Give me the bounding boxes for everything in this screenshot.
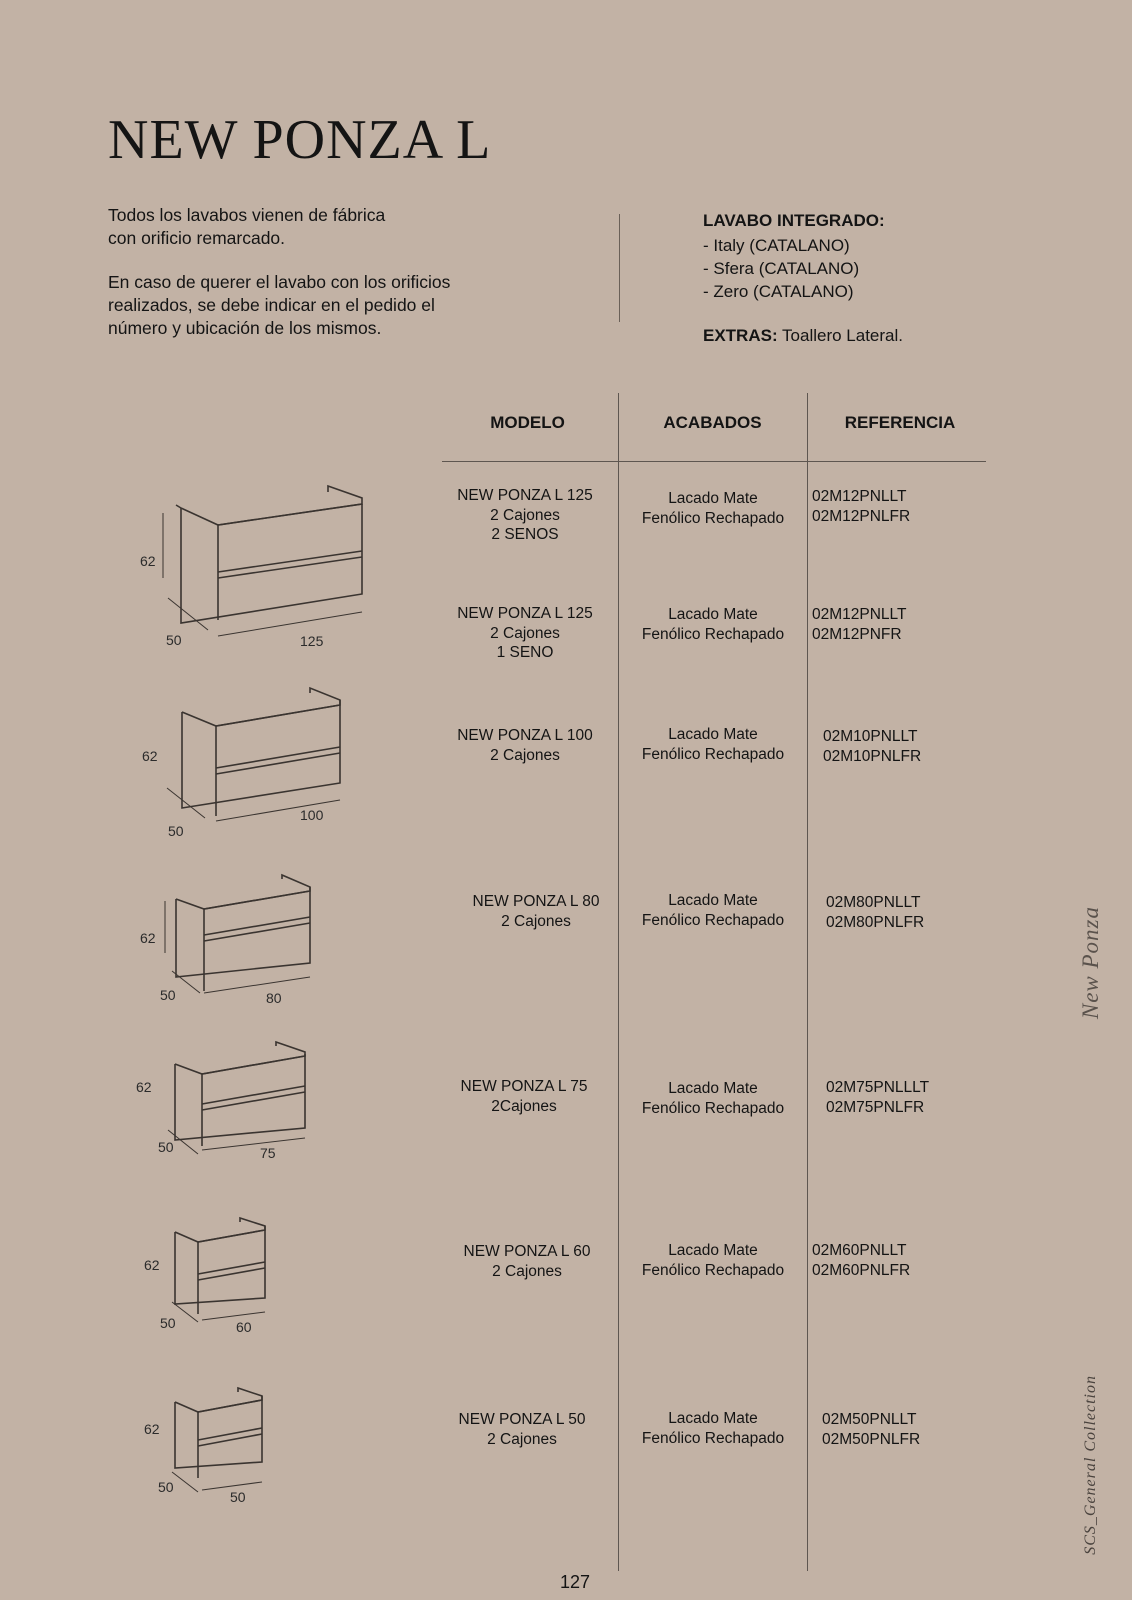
- height-label: 62: [144, 1421, 160, 1437]
- row-referencia: 02M60PNLLT 02M60PNLFR: [812, 1242, 911, 1279]
- column-header-referencia: REFERENCIA: [844, 413, 956, 432]
- row-acabados: Lacado Mate Fenólico Rechapado: [641, 1410, 785, 1447]
- depth-label: 50: [168, 823, 184, 839]
- lavabo-list: [703, 234, 859, 303]
- cabinet-sketch: [130, 1218, 290, 1338]
- row-acabados: Lacado Mate Fenólico Rechapado: [641, 892, 785, 929]
- row-acabados: Lacado Mate Fenólico Rechapado: [641, 1242, 785, 1279]
- row-acabados: Lacado Mate Fenólico Rechapado: [641, 606, 785, 643]
- page-number: 127: [560, 1572, 591, 1592]
- extras-value: Toallero Lateral.: [777, 326, 903, 345]
- extras-label: EXTRAS:: [703, 326, 778, 345]
- depth-label: 50: [158, 1139, 174, 1155]
- lavabo-item: - Sfera (CATALANO): [703, 259, 860, 278]
- width-label: 75: [260, 1145, 276, 1161]
- row-modelo: NEW PONZA L 60 2 Cajones: [463, 1243, 591, 1280]
- row-referencia: 02M75PNLLLT 02M75PNLFR: [826, 1079, 930, 1116]
- collection-label: SCS_General Collection: [1082, 1375, 1099, 1555]
- row-referencia: 02M10PNLLT 02M10PNLFR: [823, 728, 922, 765]
- width-label: 60: [236, 1319, 252, 1335]
- height-label: 62: [140, 930, 156, 946]
- column-header-modelo: MODELO: [490, 413, 565, 432]
- width-label: 50: [230, 1489, 246, 1505]
- width-label: 125: [300, 633, 324, 649]
- height-label: 62: [144, 1257, 160, 1273]
- width-label: 100: [300, 807, 324, 823]
- depth-label: 50: [166, 632, 182, 648]
- height-label: 62: [142, 748, 158, 764]
- cabinet-sketch: [130, 873, 330, 1013]
- page-title: NEW PONZA L: [108, 109, 492, 171]
- row-acabados: Lacado Mate Fenólico Rechapado: [641, 490, 785, 527]
- row-referencia: 02M80PNLLT 02M80PNLFR: [826, 894, 925, 931]
- row-referencia: 02M12PNLLT 02M12PNFR: [812, 606, 907, 643]
- depth-label: 50: [160, 987, 176, 1003]
- info-divider: [619, 214, 620, 322]
- row-modelo: NEW PONZA L 50 2 Cajones: [458, 1411, 586, 1448]
- extras-line: [703, 324, 903, 347]
- depth-label: 50: [158, 1479, 174, 1495]
- column-header-acabados: ACABADOS: [663, 413, 762, 432]
- row-referencia: 02M12PNLLT 02M12PNLFR: [812, 488, 911, 525]
- lavabo-item: - Italy (CATALANO): [703, 236, 850, 255]
- row-acabados: Lacado Mate Fenólico Rechapado: [641, 1080, 785, 1117]
- lavabo-item: - Zero (CATALANO): [703, 282, 854, 301]
- column-divider: [807, 393, 808, 1571]
- intro-paragraph-1: Todos los lavabos vienen de fábrica con orificio remarcado.: [108, 205, 386, 248]
- intro-paragraph-2: En caso de querer el lavabo con los orificios realizados, se debe indicar en el pedido el número y ubicación de los mismos.: [108, 272, 451, 338]
- row-modelo: NEW PONZA L 125 2 Cajones 1 SENO: [457, 605, 593, 661]
- row-acabados: Lacado Mate Fenólico Rechapado: [641, 726, 785, 763]
- row-modelo: NEW PONZA L 80 2 Cajones: [472, 893, 600, 930]
- cabinet-sketch: [130, 688, 360, 848]
- row-modelo: NEW PONZA L 75 2Cajones: [460, 1078, 588, 1115]
- side-label: New Ponza: [1078, 906, 1103, 1020]
- cabinet-sketch: [130, 1042, 330, 1172]
- height-label: 62: [136, 1079, 152, 1095]
- row-referencia: 02M50PNLLT 02M50PNLFR: [822, 1411, 921, 1448]
- column-divider: [618, 393, 619, 1571]
- cabinet-sketch: [130, 486, 390, 656]
- header-rule: [442, 461, 986, 462]
- width-label: 80: [266, 990, 282, 1006]
- lavabo-integrado-heading: LAVABO INTEGRADO:: [703, 211, 885, 230]
- row-modelo: NEW PONZA L 125 2 Cajones 2 SENOS: [457, 487, 593, 543]
- cabinet-sketch: [130, 1388, 290, 1508]
- height-label: 62: [140, 553, 156, 569]
- depth-label: 50: [160, 1315, 176, 1331]
- row-modelo: NEW PONZA L 100 2 Cajones: [457, 727, 593, 764]
